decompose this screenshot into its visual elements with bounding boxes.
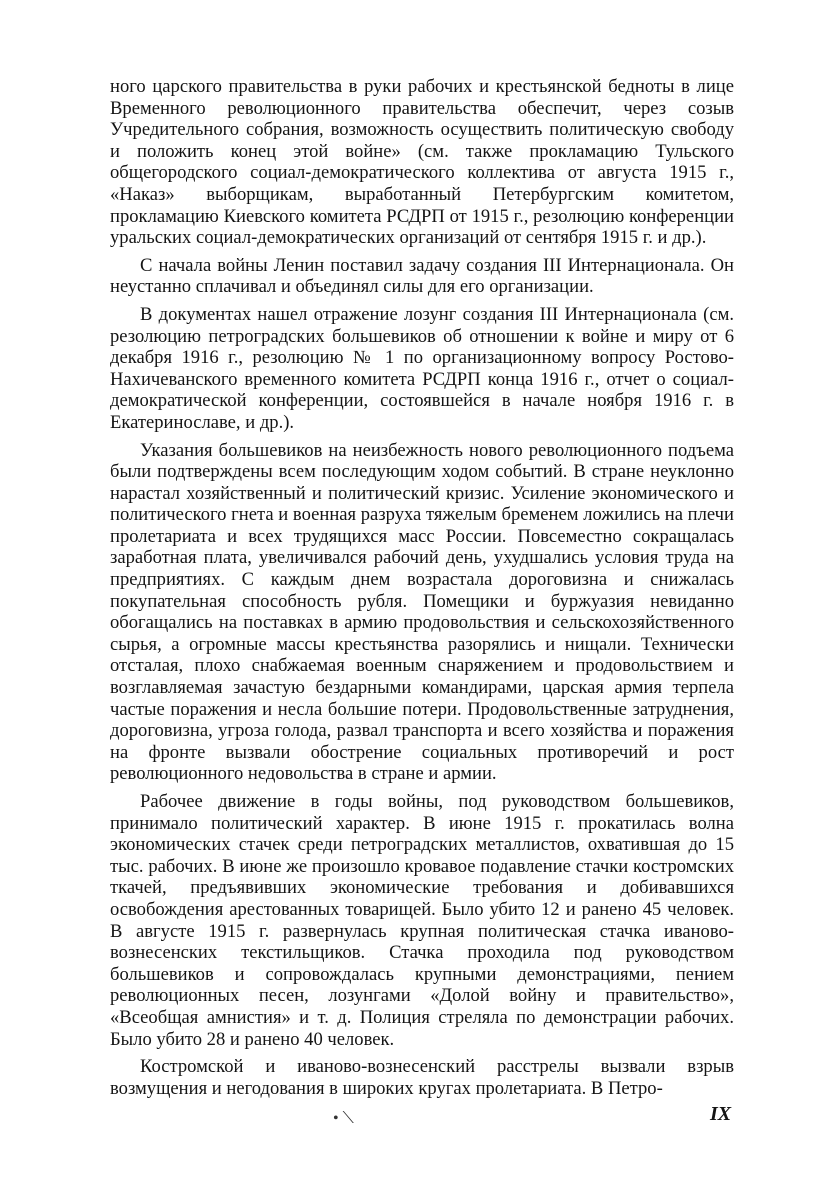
page-body xyxy=(110,76,734,1105)
paragraph-shootings: Костромской и иваново-вознесенский расстрелы вызвали взрыв возмущения и негодования в широких кругах пролетариата. В Петро- xyxy=(110,1056,734,1099)
paragraph-economic-crisis: Указания большевиков на неизбежность нового революционного подъема были подтверждены всем последующим ходом событий. В стране неуклонно нарастал хозяйственный и политический кризис. Усиление экономического и политического гнета и военная разруха тяжелым бременем ложились на плечи пролетариата и всех трудящихся масс России. Повсеместно сокращалась заработная плата, увеличивался рабочий день, ухудшались условия труда на предприятиях. С каждым днем возрастала дороговизна и снижалась покупательная способность рубля. Помещики и буржуазия невиданно обогащались на поставках в армию продовольствия и сельскохозяйственного сырья, а огромные массы крестьянства разорялись и нищали. Технически отсталая, плохо снабжаемая военным снаряжением и продовольствием и возглавляемая зачастую бездарными командирами, царская армия терпела частые поражения и несла большие потери. Продовольственные затруднения, дороговизна, угроза голода, развал транспорта и всего хозяйства и поражения на фронте вызвали обострение социальных противоречий и рост революционного недовольства в стране и армии. xyxy=(110,439,734,785)
paragraph-labor-movement: Рабочее движение в годы войны, под руководством большевиков, принимало политический характер. В июне 1915 г. прокатилась волна экономических стачек среди петроградских металлистов, охватившая до 15 тыс. рабочих. В июне же произошло кровавое подавление стачки костромских ткачей, предъявивших экономические требования и добивавшихся освобождения арестованных товарищей. Было убито 12 и ранено 45 человек. В августе 1915 г. развернулась крупная политическая стачка иваново-вознесенских текстильщиков. Стачка проходила под руководством большевиков и сопровождалась крупными демонстрациями, пением революционных песен, лозунгами «Долой войну и правительство», «Всеобщая амнистия» и т. д. Полиция стреляла по демонстрации рабочих. Было убито 28 и ранено 40 человек. xyxy=(110,791,734,1050)
page-number: IX xyxy=(710,1103,732,1125)
paragraph-third-international-task: С начала войны Ленин поставил задачу создания III Интернационала. Он неустанно сплачивал и объединял силы для его организации. xyxy=(110,254,734,298)
paragraph-third-international-documents: В документах нашел отражение лозунг создания III Интернационала (см. резолюцию петроградских большевиков об отношении к войне и миру от 6 декабря 1916 г., резолюцию № 1 по организационному вопросу Ростово-Нахичеванского временного комитета РСДРП конца 1916 г., отчет о социал-демократической конференции, состоявшейся в начале ноября 1916 г. в Екатеринославе, и др.). xyxy=(110,303,734,433)
stray-print-marks: • ⟍ xyxy=(333,1110,354,1127)
paragraph-continuation: ного царского правительства в руки рабочих и крестьянской бедноты в лице Временного революционного правительства обеспечит, через созыв Учредительного собрания, возможность осуществить политическую свободу и положить конец этой войне» (см. также прокламацию Тульского общегородского социал-демократического коллектива от августа 1915 г., «Наказ» выборщикам, выработанный Петербургским комитетом, прокламацию Киевского комитета РСДРП от 1915 г., резолюцию конференции уральских социал-демократических организаций от сентября 1915 г. и др.). xyxy=(110,76,734,249)
